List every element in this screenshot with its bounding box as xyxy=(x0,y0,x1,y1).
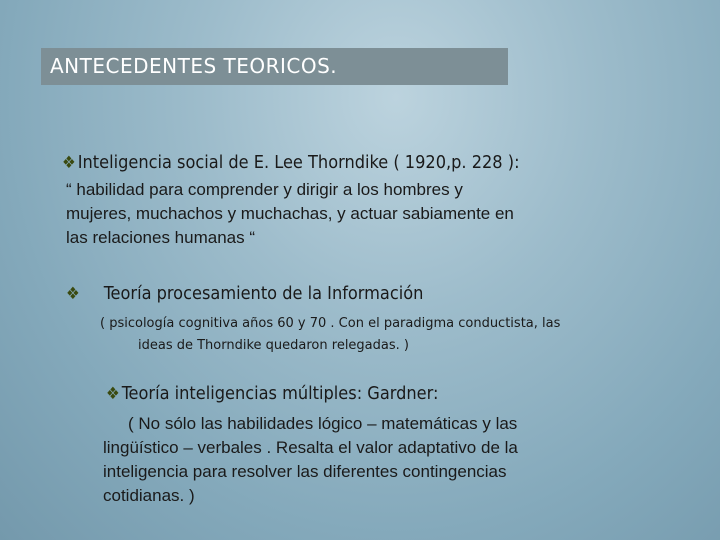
section1-line1: “ habilidad para comprender y dirigir a los hombres y xyxy=(66,180,463,199)
section3-line3: inteligencia para resolver las diferentes contingencias xyxy=(103,462,507,481)
slide-title: ANTECEDENTES TEORICOS. xyxy=(50,54,338,78)
diamond-bullet-icon: ❖ xyxy=(66,284,80,304)
diamond-bullet-icon: ❖ xyxy=(62,153,76,173)
section3-heading-text: Teoría inteligencias múltiples: Gardner: xyxy=(121,383,439,404)
section2-line2: ideas de Thorndike quedaron relegadas. ) xyxy=(138,338,409,353)
section1-heading-text: Inteligencia social de E. Lee Thorndike ( 1920,p. 228 ): xyxy=(77,152,520,173)
section3-heading xyxy=(106,383,438,404)
section3-body xyxy=(103,412,518,508)
section3-line4: cotidianas. ) xyxy=(103,486,195,505)
section2-line1: ( psicología cognitiva años 60 y 70 . Con el paradigma conductista, las xyxy=(100,316,561,331)
title-box xyxy=(41,48,508,85)
diamond-bullet-icon: ❖ xyxy=(106,384,120,404)
section2-heading xyxy=(66,283,423,304)
section1-heading xyxy=(62,152,520,173)
section3-line1: ( No sólo las habilidades lógico – matemáticas y las xyxy=(128,414,518,433)
section3-line2: lingüístico – verbales . Resalta el valor adaptativo de la xyxy=(103,438,518,457)
section1-line3: las relaciones humanas “ xyxy=(66,228,255,247)
section1-line2: mujeres, muchachos y muchachas, y actuar sabiamente en xyxy=(66,204,514,223)
section2-body xyxy=(100,313,560,357)
section2-heading-text: Teoría procesamiento de la Información xyxy=(103,283,424,304)
section1-body xyxy=(66,178,514,250)
